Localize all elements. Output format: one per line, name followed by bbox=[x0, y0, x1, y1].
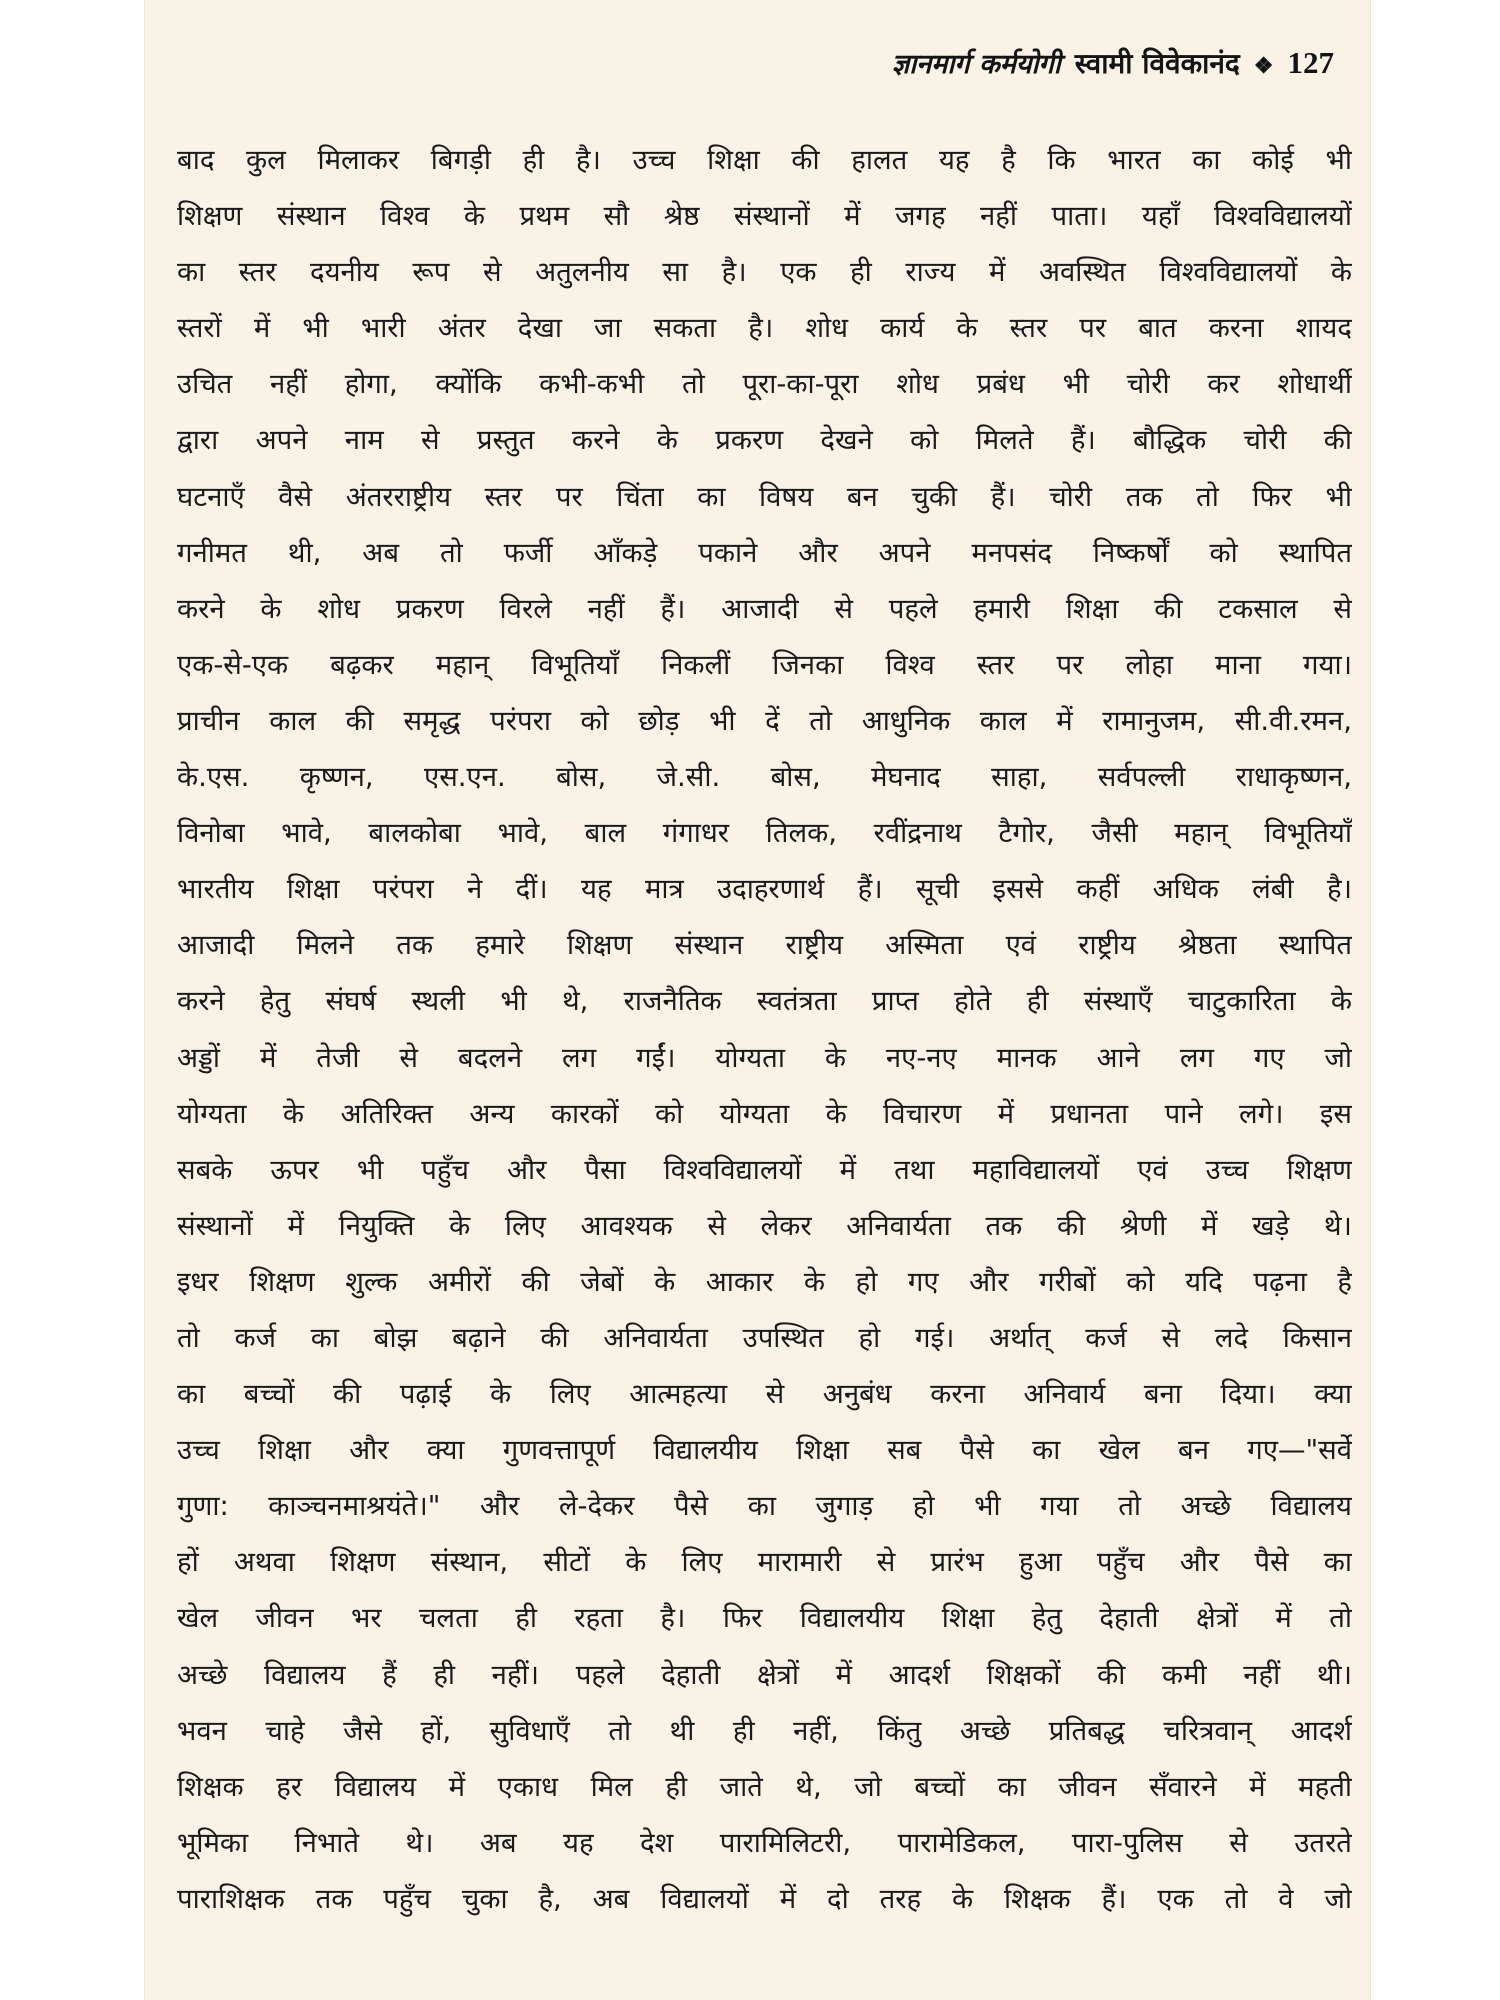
text-line: शिक्षक हर विद्यालय में एकाध मिल ही जाते थे, जो बच्चों का जीवन सँवारने में महती bbox=[177, 1770, 1352, 1803]
text-line: उच्च शिक्षा और क्या गुणवत्तापूर्ण विद्यालयीय शिक्षा सब पैसे का खेल बन गए—"सर्वे bbox=[177, 1434, 1352, 1467]
text-line: भारतीय शिक्षा परंपरा ने दीं। यह मात्र उदाहरणार्थ हैं। सूची इससे कहीं अधिक लंबी है। bbox=[177, 873, 1352, 906]
text-line: योग्यता के अतिरिक्त अन्य कारकों को योग्यता के विचारण में प्रधानता पाने लगे। इस bbox=[177, 1097, 1352, 1130]
text-line: का बच्चों की पढ़ाई के लिए आत्महत्या से अनुबंध करना अनिवार्य बना दिया। क्या bbox=[177, 1378, 1352, 1411]
header-separator: ❖ bbox=[1253, 53, 1274, 79]
text-line: भवन चाहे जैसे हों, सुविधाएँ तो थी ही नहीं, किंतु अच्छे प्रतिबद्ध चरित्रवान् आदर्श bbox=[177, 1714, 1352, 1747]
text-line: करने के शोध प्रकरण विरले नहीं हैं। आजादी से पहले हमारी शिक्षा की टकसाल से bbox=[177, 592, 1352, 625]
text-line: एक-से-एक बढ़कर महान् विभूतियाँ निकलीं जिनका विश्व स्तर पर लोहा माना गया। bbox=[177, 648, 1352, 681]
running-header bbox=[892, 44, 1334, 82]
header-author: स्वामी विवेकानंद bbox=[1074, 47, 1240, 80]
book-page bbox=[145, 0, 1370, 2000]
text-line: स्तरों में भी भारी अंतर देखा जा सकता है। शोध कार्य के स्तर पर बात करना शायद bbox=[177, 312, 1352, 345]
text-line: अड्डों में तेजी से बदलने लग गईं। योग्यता के नए-नए मानक आने लग गए जो bbox=[177, 1041, 1352, 1074]
text-line: शिक्षण संस्थान विश्व के प्रथम सौ श्रेष्ठ संस्थानों में जगह नहीं पाता। यहाँ विश्वविद्यालयों bbox=[177, 200, 1352, 233]
text-line: आजादी मिलने तक हमारे शिक्षण संस्थान राष्ट्रीय अस्मिता एवं राष्ट्रीय श्रेष्ठता स्थापित bbox=[177, 929, 1352, 962]
text-line: उचित नहीं होगा, क्योंकि कभी-कभी तो पूरा-का-पूरा शोध प्रबंध भी चोरी कर शोधार्थी bbox=[177, 368, 1352, 401]
text-line: का स्तर दयनीय रूप से अतुलनीय सा है। एक ही राज्य में अवस्थित विश्वविद्यालयों के bbox=[177, 256, 1352, 289]
text-line: बाद कुल मिलाकर बिगड़ी ही है। उच्च शिक्षा की हालत यह है कि भारत का कोई भी bbox=[177, 144, 1352, 176]
text-line: के.एस. कृष्णन, एस.एन. बोस, जे.सी. बोस, मेघनाद साहा, सर्वपल्ली राधाकृष्णन, bbox=[177, 761, 1352, 794]
text-line: प्राचीन काल की समृद्ध परंपरा को छोड़ भी दें तो आधुनिक काल में रामानुजम, सी.वी.रमन, bbox=[177, 704, 1352, 737]
text-line: इधर शिक्षण शुल्क अमीरों की जेबों के आकार के हो गए और गरीबों को यदि पढ़ना है bbox=[177, 1265, 1352, 1298]
text-line: खेल जीवन भर चलता ही रहता है। फिर विद्यालयीय शिक्षा हेतु देहाती क्षेत्रों में तो bbox=[177, 1602, 1352, 1635]
text-line: घटनाएँ वैसे अंतरराष्ट्रीय स्तर पर चिंता का विषय बन चुकी हैं। चोरी तक तो फिर भी bbox=[177, 480, 1352, 513]
text-line: हों अथवा शिक्षण संस्थान, सीटों के लिए मारामारी से प्रारंभ हुआ पहुँच और पैसे का bbox=[177, 1546, 1352, 1579]
text-line: भूमिका निभाते थे। अब यह देश पारामिलिटरी, पारामेडिकल, पारा-पुलिस से उतरते bbox=[177, 1826, 1352, 1859]
text-line: संस्थानों में नियुक्ति के लिए आवश्यक से लेकर अनिवार्यता तक की श्रेणी में खड़े थे। bbox=[177, 1209, 1352, 1242]
text-line: विनोबा भावे, बालकोबा भावे, बाल गंगाधर तिलक, रवींद्रनाथ टैगोर, जैसी महान् विभूतियाँ bbox=[177, 817, 1352, 850]
text-line: करने हेतु संघर्ष स्थली भी थे, राजनैतिक स्वतंत्रता प्राप्त होते ही संस्थाएँ चाटुकारिता के bbox=[177, 985, 1352, 1018]
body-text bbox=[177, 132, 1352, 1927]
text-line: पाराशिक्षक तक पहुँच चुका है, अब विद्यालयों में दो तरह के शिक्षक हैं। एक तो वे जो bbox=[177, 1882, 1352, 1915]
text-line: अच्छे विद्यालय हैं ही नहीं। पहले देहाती क्षेत्रों में आदर्श शिक्षकों की कमी नहीं थी। bbox=[177, 1658, 1352, 1691]
header-book-title: ज्ञानमार्ग कर्मयोगी bbox=[891, 49, 1061, 80]
text-line: गनीमत थी, अब तो फर्जी आँकड़े पकाने और अपने मनपसंद निष्कर्षों को स्थापित bbox=[177, 536, 1352, 569]
text-line: तो कर्ज का बोझ बढ़ाने की अनिवार्यता उपस्थित हो गई। अर्थात् कर्ज से लदे किसान bbox=[177, 1321, 1352, 1354]
page-number: 127 bbox=[1287, 45, 1334, 80]
text-line: द्वारा अपने नाम से प्रस्तुत करने के प्रकरण देखने को मिलते हैं। बौद्धिक चोरी की bbox=[177, 424, 1352, 457]
text-line: सबके ऊपर भी पहुँच और पैसा विश्वविद्यालयों में तथा महाविद्यालयों एवं उच्च शिक्षण bbox=[177, 1153, 1352, 1186]
text-line: गुणा: काञ्चनमाश्रयंते।" और ले-देकर पैसे का जुगाड़ हो भी गया तो अच्छे विद्यालय bbox=[177, 1490, 1352, 1523]
